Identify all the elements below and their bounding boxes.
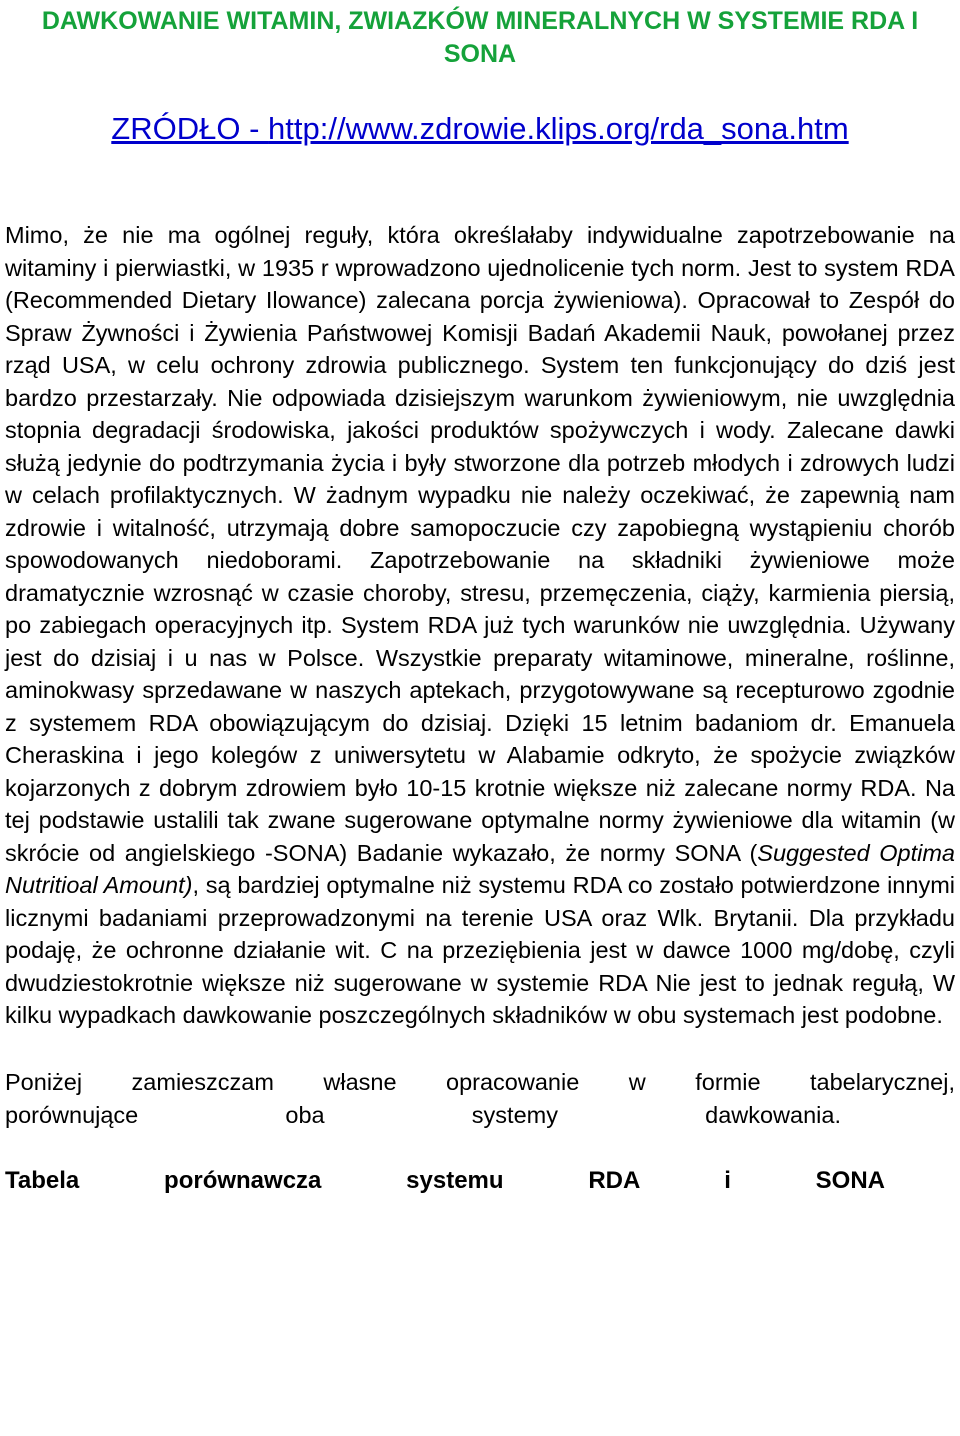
table-intro-line-2: porównujące oba systemy dawkowania. bbox=[5, 1101, 841, 1128]
document-title: DAWKOWANIE WITAMIN, ZWIAZKÓW MINERALNYCH W SYSTEMIE RDA I SONA bbox=[41, 7, 919, 68]
source-url: http://www.zdrowie.klips.org/rda_sona.htm bbox=[268, 111, 849, 146]
source-line bbox=[5, 71, 955, 149]
source-label: ZRÓDŁO - bbox=[111, 111, 269, 146]
table-heading: Tabela porównawcza systemu RDA i SONA bbox=[5, 1166, 885, 1194]
main-paragraph-text-1: Mimo, że nie ma ogólnej reguły, która określałaby indywidualne zapotrzebowanie na witaminy i pierwiastki, w 1935 r wprowadzono ujednolicenie tych norm. Jest to system RDA (Recommended Dietary Ilowance) zalecana porcja żywieniowa). Opracował to Zespół do Spraw Żywności i Żywienia Państwowej Komisji Badań Akademii Nauk, powołanej przez rząd USA, w celu ochrony zdrowia publicznego. System ten funkcjonujący do dziś jest bardzo przestarzały. Nie odpowiada dzisiejszym warunkom żywieniowym, nie uwzględnia stopnia degradacji środowiska, jakości produktów spożywczych i wody. Zalecane dawki służą jedynie do podtrzymania życia i były stworzone dla potrzeb młodych i zdrowych ludzi w celach profilaktycznych. W żadnym wypadku nie należy oczekiwać, że zapewnią nam zdrowie i witalność, utrzymają dobre samopoczucie czy zapobiegną wystąpieniu chorób spowodowanych niedoborami. Zapotrzebowanie na składniki żywieniowe może dramatycznie wzrosnąć w czasie choroby, stresu, przemęczenia, ciąży, karmienia piersią, po zabiegach operacyjnych itp. System RDA już tych warunków nie uwzględnia. Używany jest do dzisiaj i u nas w Polsce. Wszystkie preparaty witaminowe, mineralne, roślinne, aminokwasy sprzedawane w naszych aptekach, przygotowywane są recepturowo zgodnie z systemem RDA obowiązującym do dzisiaj. Dzięki 15 letnim badaniom dr. Emanuela Cheraskina i jego kolegów z uniwersytetu w Alabamie odkryto, że spożycie związków kojarzonych z dobrym zdrowiem było 10-15 krotnie większe niż zalecane normy RDA. Na tej podstawie ustalili tak zwane sugerowane optymalne normy żywieniowe dla witamin (w skrócie od angielskiego -SONA) Badanie wykazało, że normy SONA ( bbox=[5, 222, 955, 866]
table-intro-paragraph bbox=[5, 1032, 955, 1132]
main-paragraph bbox=[5, 149, 955, 1032]
table-intro-line-1: Poniżej zamieszczam własne opracowanie w formie tabelarycznej, bbox=[5, 1068, 955, 1095]
main-paragraph-text-2: , są bardziej optymalne niż systemu RDA co zostało potwierdzone innymi licznymi badaniami przeprowadzonymi na terenie USA oraz Wlk. Brytanii. Dla przykładu podaję, że ochronne działanie wit. C na przeziębienia jest w dawce 1000 mg/dobę, czyli dwudziestokrotnie większe niż sugerowane w systemie RDA Nie jest to jednak regułą, W kilku wypadkach dawkowanie poszczególnych składników w obu systemach jest podobne. bbox=[5, 872, 955, 1028]
main-paragraph-italic: Suggested Optima Nutritioal Amount) bbox=[5, 839, 955, 898]
source-link[interactable] bbox=[111, 111, 848, 146]
